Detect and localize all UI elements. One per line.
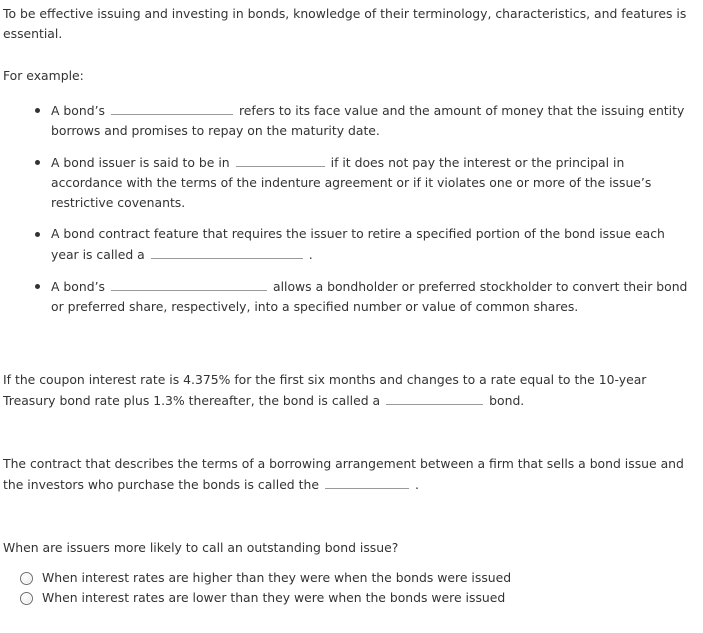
bullet-text-before: A bond’s	[51, 103, 105, 118]
bullet-dot-icon	[35, 284, 40, 289]
call-question-options	[0, 568, 695, 608]
intro-text: To be effective issuing and investing in bonds, knowledge of their terminology, characteristics, and features is essential.	[3, 6, 687, 41]
call-option-label: When interest rates are lower than they were when the bonds were issued	[42, 590, 506, 605]
coupon-question-before: If the coupon interest rate is 4.375% for the first six months and changes to a rate equal to the 10-year Treasury bond rate plus 1.3% thereafter, the bond is called a	[3, 372, 647, 408]
radio-button-icon[interactable]	[20, 572, 33, 585]
for-example-label-block	[3, 66, 695, 86]
bullet-text-before: A bond issuer is said to be in	[51, 155, 230, 170]
call-question-prompt: When are issuers more likely to call an outstanding bond issue?	[3, 540, 399, 555]
intro-paragraph	[3, 4, 695, 44]
call-option-label: When interest rates are higher than they were when the bonds were issued	[42, 570, 512, 585]
bullet-dot-icon	[35, 108, 40, 113]
bullet-item-par-value	[0, 100, 700, 141]
coupon-question-text	[3, 370, 695, 411]
par-value-dropdown[interactable]	[111, 100, 233, 115]
bullet-item-sinking-fund	[0, 224, 700, 265]
bullet-dot-icon	[35, 160, 40, 165]
bullet-text-after: allows a bondholder or preferred stockholder to convert their bond or preferred share, respectively, into a specified number or value of common shares.	[51, 279, 688, 314]
for-example-label: For example:	[3, 68, 84, 83]
radio-button-icon[interactable]	[20, 592, 33, 605]
sinking-fund-dropdown[interactable]	[151, 244, 303, 259]
contract-question-text	[3, 454, 695, 495]
call-question	[3, 538, 695, 558]
contract-question	[3, 454, 695, 495]
indenture-dropdown[interactable]	[325, 474, 409, 489]
bullet-text-after: .	[308, 247, 313, 262]
bullet-text-after: refers to its face value and the amount of money that the issuing entity borrows and promises to repay on the maturity date.	[51, 103, 685, 138]
bullet-item-conversion-feature	[0, 276, 700, 317]
bullet-dot-icon	[35, 232, 40, 237]
coupon-question	[3, 370, 695, 411]
terminology-bullet-list	[0, 100, 700, 328]
coupon-question-after: bond.	[489, 393, 525, 408]
contract-question-after: .	[414, 477, 419, 492]
bullet-text-before: A bond’s	[51, 279, 105, 294]
call-option-lower-rates[interactable]	[0, 588, 695, 608]
conversion-feature-dropdown[interactable]	[111, 276, 267, 291]
contract-question-before: The contract that describes the terms of a borrowing arrangement between a firm that sells a bond issue and the investors who purchase the bonds is called the	[3, 456, 684, 492]
bullet-text-after: if it does not pay the interest or the principal in accordance with the terms of the indenture agreement or if it violates one or more of the issue’s restrictive covenants.	[51, 155, 652, 210]
bullet-item-default	[0, 152, 700, 213]
default-dropdown[interactable]	[236, 152, 325, 167]
bullet-text-before: A bond contract feature that requires the issuer to retire a specified portion of the bond issue each year is called a	[51, 226, 665, 262]
call-option-higher-rates[interactable]	[0, 568, 695, 588]
bond-type-dropdown[interactable]	[386, 390, 483, 405]
